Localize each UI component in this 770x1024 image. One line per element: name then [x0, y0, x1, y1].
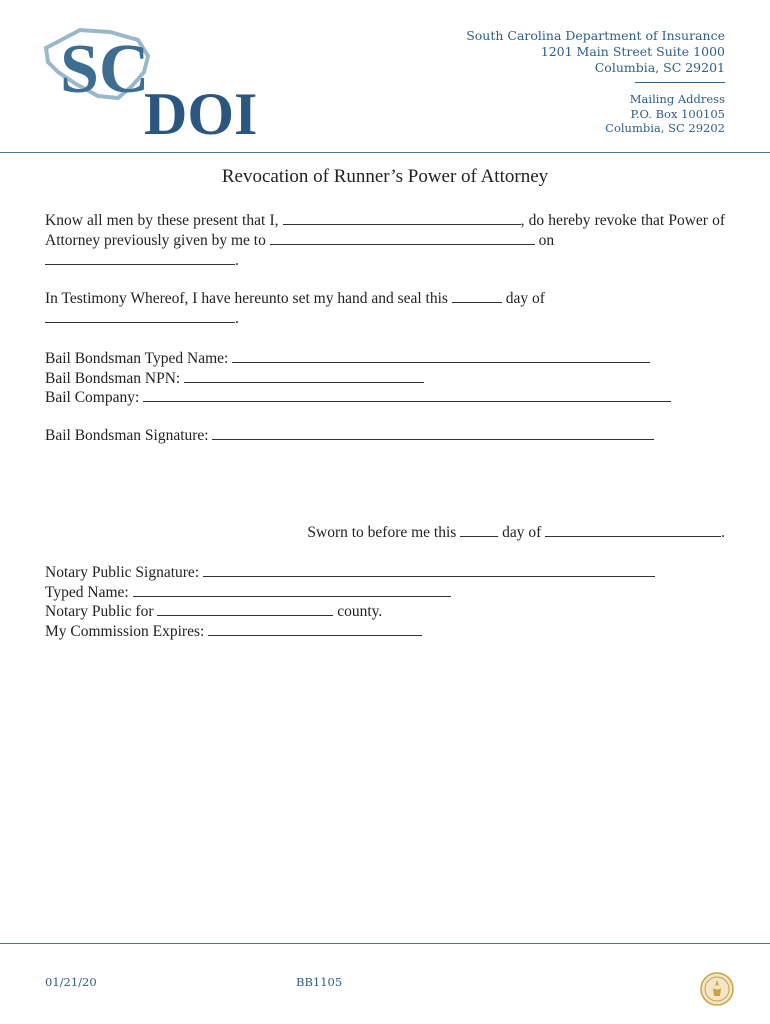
- npn-label: Bail Bondsman NPN:: [45, 369, 181, 387]
- state-seal-icon: [700, 972, 734, 1006]
- notary-typed-name-label: Typed Name:: [45, 583, 129, 601]
- npn-row: [45, 369, 725, 389]
- header-divider: [0, 152, 770, 153]
- svg-text:DOI: DOI: [144, 81, 258, 138]
- testimony-day-blank[interactable]: [452, 289, 502, 303]
- notary-county-row: [45, 602, 725, 622]
- para1-text-on: on: [538, 232, 555, 249]
- grantor-name-blank[interactable]: [283, 211, 521, 225]
- company-label: Bail Company:: [45, 389, 140, 406]
- notary-expires-row: [45, 622, 725, 642]
- original-date-blank[interactable]: [45, 251, 235, 265]
- footer-divider: [0, 943, 770, 944]
- bondsman-signature-label: Bail Bondsman Signature:: [45, 427, 209, 444]
- scdoi-logo: [40, 26, 285, 138]
- company-row: [45, 388, 725, 408]
- notary-county-blank[interactable]: [157, 602, 333, 616]
- typed-name-blank[interactable]: [232, 349, 650, 363]
- npn-blank[interactable]: [184, 369, 424, 383]
- para1-text-start: Know all men by these present that I,: [45, 212, 279, 229]
- mailing-po-box: P.O. Box 100105: [630, 106, 725, 121]
- address-divider: [635, 82, 725, 83]
- notary-signature-row: [45, 563, 725, 583]
- notary-fields: [45, 563, 725, 641]
- mailing-label: Mailing Address: [629, 92, 725, 106]
- para2-text-dayof: day of: [505, 290, 545, 307]
- footer-date: 01/21/20: [45, 975, 97, 989]
- sworn-day-blank[interactable]: [460, 523, 498, 537]
- agency-address-block: [466, 28, 725, 136]
- notary-county-label: county.: [337, 603, 383, 620]
- notary-expires-label: My Commission Expires:: [45, 622, 205, 640]
- notary-signature-label: Notary Public Signature:: [45, 564, 200, 581]
- bondsman-signature-row: [45, 426, 725, 446]
- notary-typed-name-row: [45, 583, 725, 603]
- para2-period: .: [235, 310, 239, 327]
- footer-form-code: BB1105: [296, 975, 343, 989]
- sworn-text-start: Sworn to before me this: [307, 524, 457, 541]
- bondsman-fields: [45, 349, 725, 408]
- mailing-city: Columbia, SC 29202: [605, 121, 725, 135]
- notary-typed-name-blank[interactable]: [133, 583, 451, 597]
- typed-name-row: [45, 349, 725, 369]
- notary-public-for-label: Notary Public for: [45, 603, 154, 620]
- para1-period: .: [235, 252, 239, 269]
- document-title: Revocation of Runner’s Power of Attorney: [221, 166, 549, 187]
- sworn-period: .: [721, 524, 725, 541]
- revocation-paragraph: [45, 211, 725, 271]
- company-blank[interactable]: [143, 388, 671, 402]
- sworn-statement: [45, 523, 725, 543]
- para2-text-start: In Testimony Whereof, I have hereunto set my hand and seal this: [45, 290, 448, 307]
- para1-text-mid: , do hereby revoke that Power of Attorney previously given by me to: [45, 212, 726, 249]
- sworn-month-blank[interactable]: [545, 523, 721, 537]
- agency-city: Columbia, SC 29201: [594, 60, 725, 75]
- agency-street: 1201 Main Street Suite 1000: [540, 44, 725, 59]
- testimony-month-blank[interactable]: [45, 309, 235, 323]
- typed-name-label: Bail Bondsman Typed Name:: [45, 350, 229, 367]
- runner-name-blank[interactable]: [270, 231, 535, 245]
- sworn-text-dayof: day of: [502, 524, 542, 541]
- testimony-paragraph: [45, 289, 725, 329]
- notary-expires-blank[interactable]: [208, 622, 422, 636]
- agency-name: South Carolina Department of Insurance: [466, 28, 725, 43]
- notary-signature-blank[interactable]: [203, 563, 655, 577]
- svg-text:SC: SC: [60, 31, 150, 108]
- bondsman-signature-blank[interactable]: [212, 426, 654, 440]
